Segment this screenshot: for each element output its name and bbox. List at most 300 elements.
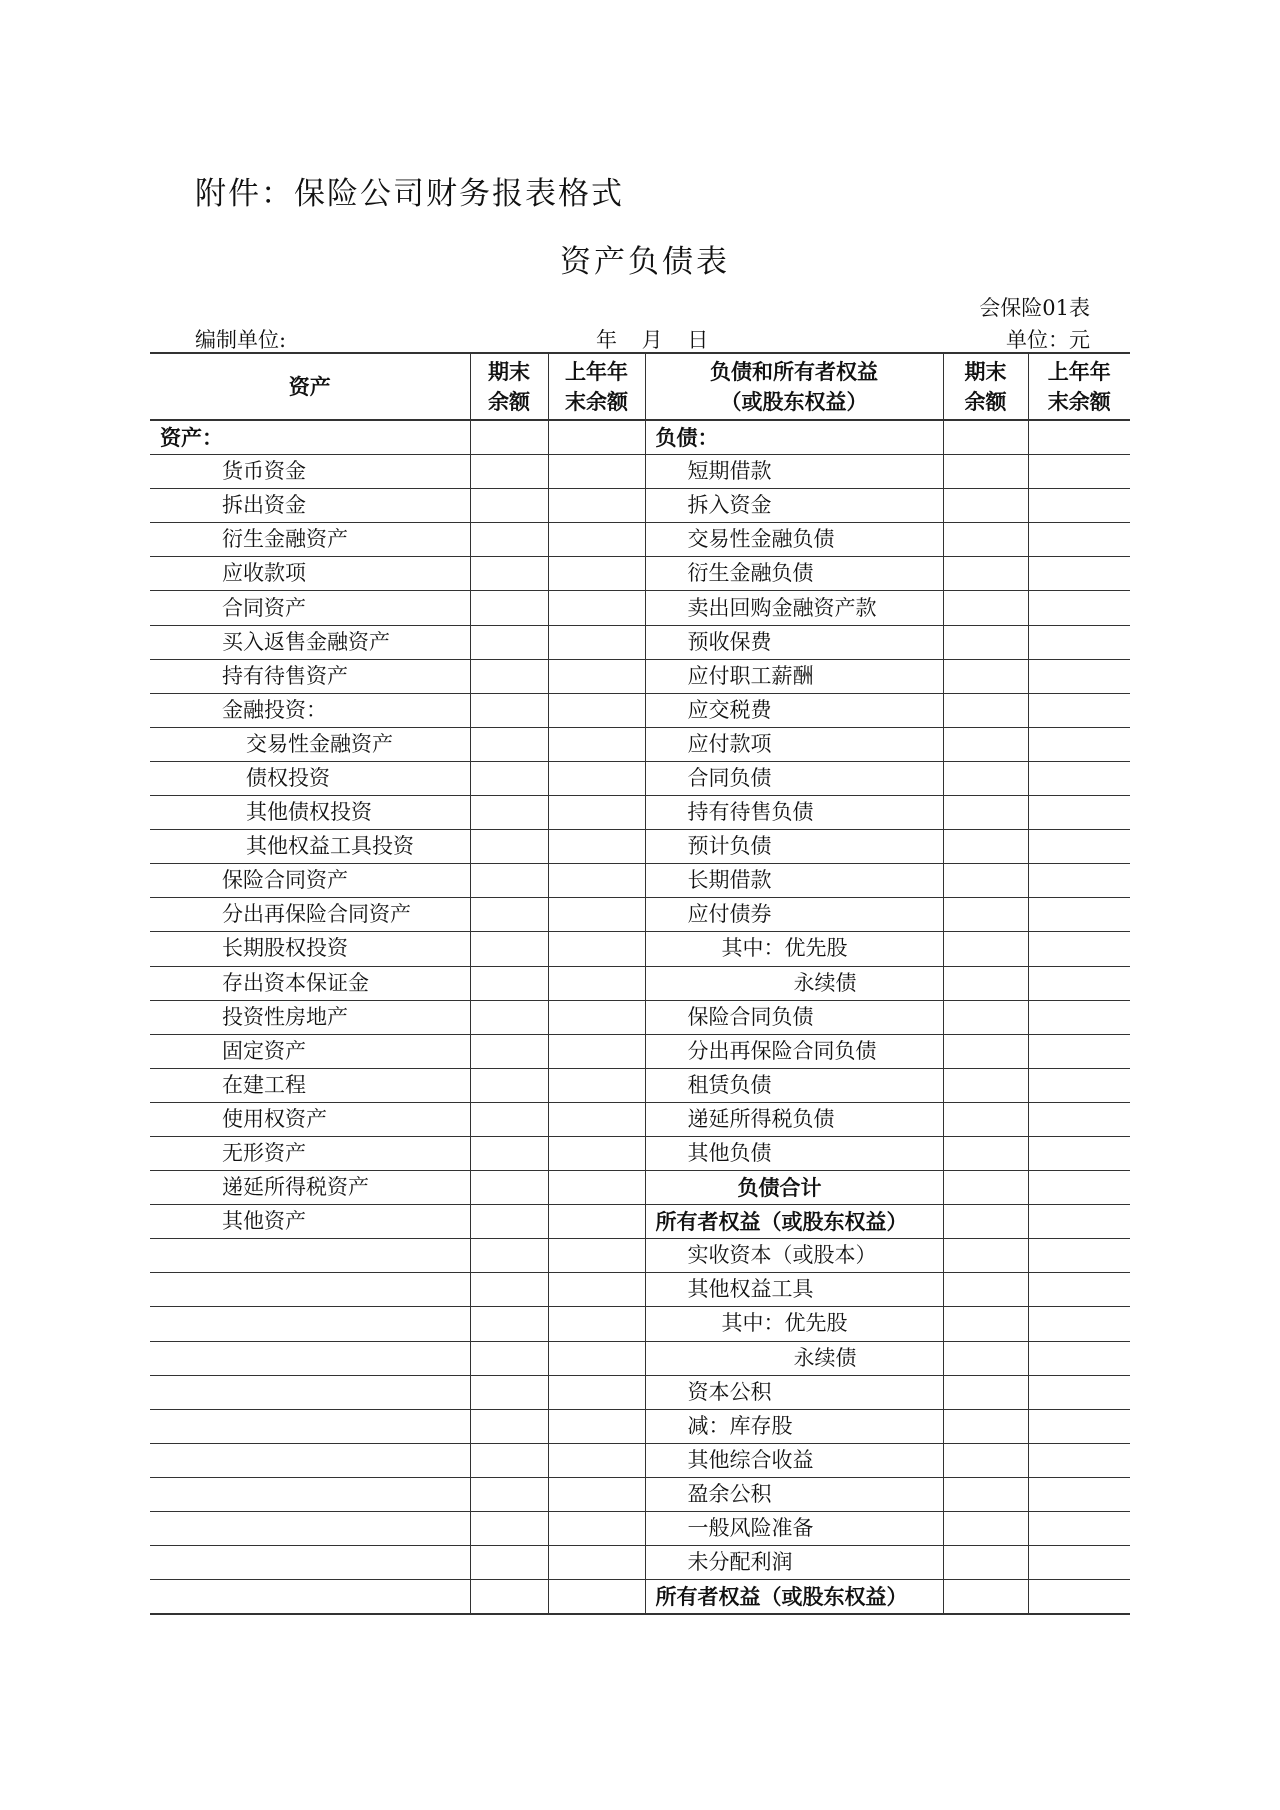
liability-item-label: 递延所得税负债 (687, 1106, 835, 1131)
liability-prior-year-cell (1029, 1107, 1035, 1131)
asset-closing-balance-cell (471, 1175, 477, 1199)
liability-item-label: 永续债 (793, 970, 857, 995)
liability-closing-balance-cell[interactable] (943, 557, 1028, 591)
asset-closing-balance-cell (471, 1073, 477, 1097)
asset-prior-year-cell[interactable] (548, 1477, 645, 1511)
asset-item-label: 使用权资产 (222, 1106, 327, 1131)
asset-closing-balance-cell (471, 1243, 477, 1267)
asset-prior-year-cell (549, 1516, 555, 1540)
asset-prior-year-cell[interactable] (548, 489, 645, 523)
liability-prior-year-cell[interactable] (1028, 523, 1130, 557)
asset-closing-balance-cell[interactable] (470, 966, 548, 1000)
liability-closing-balance-cell[interactable] (943, 1171, 1028, 1205)
asset-item-label: 交易性金融资产 (246, 731, 393, 756)
asset-prior-year-cell (549, 732, 555, 756)
liability-item-label: 卖出回购金融资产款 (687, 595, 877, 620)
liability-prior-year-cell (1029, 1311, 1035, 1335)
asset-prior-year-cell[interactable] (548, 761, 645, 795)
asset-prior-year-cell[interactable] (548, 1102, 645, 1136)
asset-prior-year-cell[interactable] (548, 420, 645, 455)
table-row (150, 1102, 1130, 1136)
asset-item-cell (150, 1273, 470, 1307)
liability-item-cell (645, 796, 943, 830)
table-row (150, 1375, 1130, 1409)
preparer-label: 编制单位: (195, 328, 287, 352)
form-code: 会保险01表 (979, 296, 1090, 320)
liability-prior-year-cell (1029, 1039, 1035, 1063)
liability-prior-year-cell[interactable] (1028, 1068, 1130, 1102)
liability-prior-year-cell (1029, 459, 1035, 483)
table-row (150, 1443, 1130, 1477)
asset-closing-balance-cell[interactable] (470, 1000, 548, 1034)
header-prior-year (548, 353, 645, 420)
liability-prior-year-cell[interactable] (1028, 1409, 1130, 1443)
liability-prior-year-cell[interactable] (1028, 693, 1130, 727)
table-row (150, 1477, 1130, 1511)
liability-closing-balance-cell[interactable] (943, 1068, 1028, 1102)
asset-prior-year-cell[interactable] (548, 1409, 645, 1443)
liability-closing-balance-cell[interactable] (943, 1477, 1028, 1511)
liability-closing-balance-cell[interactable] (943, 966, 1028, 1000)
asset-closing-balance-cell (471, 868, 477, 892)
liability-prior-year-cell[interactable] (1028, 659, 1130, 693)
asset-closing-balance-cell[interactable] (470, 761, 548, 795)
liability-closing-balance-cell[interactable] (943, 1443, 1028, 1477)
liability-item-label: 保险合同负债 (687, 1004, 814, 1029)
asset-closing-balance-cell (471, 527, 477, 551)
asset-prior-year-cell[interactable] (548, 1273, 645, 1307)
liability-closing-balance-cell[interactable] (943, 1102, 1028, 1136)
asset-prior-year-cell[interactable] (548, 966, 645, 1000)
asset-prior-year-cell[interactable] (548, 557, 645, 591)
asset-closing-balance-cell[interactable] (470, 898, 548, 932)
liability-closing-balance-cell[interactable] (943, 761, 1028, 795)
asset-closing-balance-cell[interactable] (470, 1307, 548, 1341)
liability-item-label: 应付债券 (687, 902, 772, 927)
liability-item-cell (645, 1000, 943, 1034)
asset-item-cell (150, 966, 470, 1000)
liability-closing-balance-cell[interactable] (943, 591, 1028, 625)
liability-item-cell (645, 1580, 943, 1615)
asset-closing-balance-cell[interactable] (470, 1171, 548, 1205)
asset-closing-balance-cell[interactable] (470, 796, 548, 830)
table-row (150, 420, 1130, 455)
liability-prior-year-cell[interactable] (1028, 1239, 1130, 1273)
liability-prior-year-cell[interactable] (1028, 1341, 1130, 1375)
asset-closing-balance-cell[interactable] (470, 420, 548, 455)
liability-item-label: 应交税费 (687, 697, 772, 722)
asset-prior-year-cell (549, 1414, 555, 1438)
asset-item-cell (150, 625, 470, 659)
table-row (150, 1409, 1130, 1443)
asset-item-cell (150, 693, 470, 727)
asset-closing-balance-cell[interactable] (470, 1102, 548, 1136)
asset-prior-year-cell[interactable] (548, 727, 645, 761)
liability-prior-year-cell (1029, 1073, 1035, 1097)
liability-closing-balance-cell[interactable] (943, 1546, 1028, 1580)
liability-closing-balance-cell[interactable] (943, 796, 1028, 830)
liability-item-cell (645, 966, 943, 1000)
asset-closing-balance-cell[interactable] (470, 693, 548, 727)
asset-prior-year-cell[interactable] (548, 693, 645, 727)
asset-item-cell (150, 1409, 470, 1443)
header-liabilities-line1: 负债和所有者权益 (710, 358, 878, 384)
asset-closing-balance-cell (471, 1584, 477, 1608)
liability-prior-year-cell[interactable] (1028, 420, 1130, 455)
liability-item-label: 所有者权益（或股东权益） (655, 1209, 908, 1235)
liability-closing-balance-cell[interactable] (943, 1034, 1028, 1068)
liability-item-cell (645, 1273, 943, 1307)
asset-closing-balance-cell[interactable] (470, 489, 548, 523)
asset-prior-year-cell[interactable] (548, 932, 645, 966)
table-row (150, 1580, 1130, 1615)
asset-item-cell (150, 1307, 470, 1341)
liability-item-cell (645, 761, 943, 795)
table-row (150, 1273, 1130, 1307)
asset-closing-balance-cell[interactable] (470, 1477, 548, 1511)
asset-closing-balance-cell (471, 459, 477, 483)
liability-closing-balance-cell[interactable] (943, 1307, 1028, 1341)
liability-item-label: 长期借款 (687, 868, 772, 893)
liability-item-label: 减：库存股 (687, 1413, 793, 1438)
asset-item-cell (150, 727, 470, 761)
asset-closing-balance-cell[interactable] (470, 1443, 548, 1477)
asset-closing-balance-cell[interactable] (470, 1034, 548, 1068)
asset-item-cell (150, 898, 470, 932)
liability-prior-year-cell[interactable] (1028, 1375, 1130, 1409)
liability-item-cell (645, 1034, 943, 1068)
table-row (150, 1034, 1130, 1068)
liability-closing-balance-cell (944, 1039, 950, 1063)
liability-item-label: 租赁负债 (687, 1072, 772, 1097)
asset-prior-year-cell[interactable] (548, 1171, 645, 1205)
asset-closing-balance-cell[interactable] (470, 557, 548, 591)
asset-closing-balance-cell[interactable] (470, 1341, 548, 1375)
liability-prior-year-cell[interactable] (1028, 761, 1130, 795)
liability-closing-balance-cell[interactable] (943, 489, 1028, 523)
table-row (150, 591, 1130, 625)
liability-closing-balance-cell[interactable] (943, 1341, 1028, 1375)
liability-item-cell (645, 1239, 943, 1273)
liability-closing-balance-cell[interactable] (943, 864, 1028, 898)
asset-prior-year-cell[interactable] (548, 455, 645, 489)
liability-item-cell (645, 1136, 943, 1170)
asset-closing-balance-cell (471, 664, 477, 688)
asset-prior-year-cell[interactable] (548, 1512, 645, 1546)
table-row (150, 898, 1130, 932)
asset-prior-year-cell[interactable] (548, 1239, 645, 1273)
liability-prior-year-cell[interactable] (1028, 727, 1130, 761)
asset-closing-balance-cell (471, 425, 477, 449)
asset-item-cell (150, 1512, 470, 1546)
liability-item-label: 合同负债 (687, 765, 772, 790)
liability-closing-balance-cell[interactable] (943, 455, 1028, 489)
asset-closing-balance-cell[interactable] (470, 659, 548, 693)
table-row (150, 1546, 1130, 1580)
asset-closing-balance-cell[interactable] (470, 455, 548, 489)
asset-prior-year-cell (549, 1584, 555, 1608)
liability-prior-year-cell[interactable] (1028, 489, 1130, 523)
liability-prior-year-cell[interactable] (1028, 1546, 1130, 1580)
asset-closing-balance-cell (471, 596, 477, 620)
asset-prior-year-cell[interactable] (548, 1375, 645, 1409)
liability-closing-balance-cell[interactable] (943, 1205, 1028, 1239)
liability-closing-balance-cell (944, 1141, 950, 1165)
liability-prior-year-cell (1029, 493, 1035, 517)
liability-closing-balance-cell (944, 1243, 950, 1267)
liability-item-cell (645, 1205, 943, 1239)
liability-item-label: 实收资本（或股本） (687, 1243, 877, 1268)
liability-closing-balance-cell[interactable] (943, 1375, 1028, 1409)
asset-closing-balance-cell[interactable] (470, 625, 548, 659)
asset-item-cell (150, 1205, 470, 1239)
table-row (150, 830, 1130, 864)
asset-item-cell (150, 557, 470, 591)
asset-item-cell (150, 1000, 470, 1034)
asset-prior-year-cell[interactable] (548, 864, 645, 898)
liability-prior-year-cell[interactable] (1028, 1034, 1130, 1068)
liability-closing-balance-cell[interactable] (943, 1409, 1028, 1443)
asset-prior-year-cell (549, 459, 555, 483)
asset-closing-balance-cell (471, 1346, 477, 1370)
liability-item-label: 预收保费 (687, 629, 772, 654)
liability-item-cell (645, 1375, 943, 1409)
asset-prior-year-cell (549, 596, 555, 620)
liability-prior-year-cell[interactable] (1028, 830, 1130, 864)
liability-prior-year-cell[interactable] (1028, 625, 1130, 659)
asset-prior-year-cell (549, 1380, 555, 1404)
asset-prior-year-cell (549, 527, 555, 551)
asset-item-cell (150, 932, 470, 966)
asset-closing-balance-cell (471, 732, 477, 756)
liability-closing-balance-cell[interactable] (943, 830, 1028, 864)
table-row (150, 1239, 1130, 1273)
liability-closing-balance-cell (944, 1107, 950, 1131)
table-row (150, 1307, 1130, 1341)
liability-item-cell (645, 1546, 943, 1580)
liability-prior-year-cell[interactable] (1028, 1580, 1130, 1615)
header-closing-balance (470, 353, 548, 420)
header-prior-year-right (1028, 353, 1130, 420)
asset-closing-balance-cell[interactable] (470, 830, 548, 864)
liability-item-label: 未分配利润 (687, 1550, 793, 1575)
liability-closing-balance-cell (944, 1073, 950, 1097)
liability-item-cell (645, 898, 943, 932)
liability-closing-balance-cell[interactable] (943, 523, 1028, 557)
liability-closing-balance-cell[interactable] (943, 1000, 1028, 1034)
asset-prior-year-cell[interactable] (548, 1443, 645, 1477)
liability-closing-balance-cell (944, 596, 950, 620)
table-row (150, 557, 1130, 591)
asset-prior-year-cell (549, 1448, 555, 1472)
asset-item-label: 存出资本保证金 (222, 970, 369, 995)
asset-closing-balance-cell (471, 766, 477, 790)
asset-prior-year-cell[interactable] (548, 1546, 645, 1580)
asset-closing-balance-cell (471, 561, 477, 585)
table-row (150, 966, 1130, 1000)
asset-closing-balance-cell[interactable] (470, 1580, 548, 1615)
liability-prior-year-cell[interactable] (1028, 1000, 1130, 1034)
liability-prior-year-cell (1029, 664, 1035, 688)
liability-closing-balance-cell[interactable] (943, 932, 1028, 966)
asset-prior-year-cell[interactable] (548, 898, 645, 932)
asset-item-cell (150, 1443, 470, 1477)
asset-item-label: 持有待售资产 (222, 663, 348, 688)
liability-prior-year-cell[interactable] (1028, 1136, 1130, 1170)
asset-closing-balance-cell[interactable] (470, 1512, 548, 1546)
asset-item-cell (150, 1068, 470, 1102)
liability-item-label: 资本公积 (687, 1379, 772, 1404)
asset-closing-balance-cell[interactable] (470, 523, 548, 557)
table-row (150, 625, 1130, 659)
asset-closing-balance-cell[interactable] (470, 1273, 548, 1307)
asset-closing-balance-cell[interactable] (470, 1546, 548, 1580)
liability-closing-balance-cell[interactable] (943, 1136, 1028, 1170)
asset-prior-year-cell[interactable] (548, 1136, 645, 1170)
asset-item-cell (150, 1546, 470, 1580)
liability-prior-year-cell[interactable] (1028, 1171, 1130, 1205)
date-label: 年 月 日 (596, 328, 709, 352)
asset-closing-balance-cell[interactable] (470, 1068, 548, 1102)
liability-closing-balance-cell[interactable] (943, 693, 1028, 727)
asset-item-label: 衍生金融资产 (222, 527, 348, 552)
asset-item-label: 债权投资 (246, 765, 330, 790)
asset-prior-year-cell[interactable] (548, 625, 645, 659)
asset-item-label: 分出再保险合同资产 (222, 902, 411, 927)
liability-prior-year-cell[interactable] (1028, 1273, 1130, 1307)
asset-prior-year-cell (549, 1005, 555, 1029)
asset-prior-year-cell[interactable] (548, 659, 645, 693)
liability-prior-year-cell[interactable] (1028, 1307, 1130, 1341)
asset-prior-year-cell[interactable] (548, 1068, 645, 1102)
asset-item-label: 金融投资： (222, 697, 327, 722)
table-row (150, 693, 1130, 727)
liability-closing-balance-cell (944, 1516, 950, 1540)
liability-item-label: 拆入资金 (687, 493, 772, 518)
liability-closing-balance-cell[interactable] (943, 420, 1028, 455)
liability-prior-year-cell[interactable] (1028, 591, 1130, 625)
asset-prior-year-cell[interactable] (548, 1034, 645, 1068)
liability-prior-year-cell[interactable] (1028, 966, 1130, 1000)
liability-closing-balance-cell (944, 698, 950, 722)
liability-closing-balance-cell[interactable] (943, 659, 1028, 693)
liability-prior-year-cell[interactable] (1028, 455, 1130, 489)
asset-prior-year-cell[interactable] (548, 1341, 645, 1375)
liability-item-cell (645, 1443, 943, 1477)
liability-prior-year-cell (1029, 1005, 1035, 1029)
asset-closing-balance-cell[interactable] (470, 932, 548, 966)
liability-closing-balance-cell[interactable] (943, 625, 1028, 659)
asset-closing-balance-cell[interactable] (470, 1409, 548, 1443)
liability-prior-year-cell (1029, 971, 1035, 995)
liability-prior-year-cell (1029, 561, 1035, 585)
asset-item-label: 长期股权投资 (222, 936, 348, 961)
liability-prior-year-cell[interactable] (1028, 864, 1130, 898)
asset-prior-year-cell[interactable] (548, 1307, 645, 1341)
liability-prior-year-cell[interactable] (1028, 1205, 1130, 1239)
asset-item-cell (150, 1102, 470, 1136)
liability-closing-balance-cell[interactable] (943, 727, 1028, 761)
asset-closing-balance-cell[interactable] (470, 1136, 548, 1170)
liability-item-cell (645, 1477, 943, 1511)
asset-closing-balance-cell[interactable] (470, 1205, 548, 1239)
asset-prior-year-cell[interactable] (548, 1580, 645, 1615)
liability-prior-year-cell[interactable] (1028, 898, 1130, 932)
liability-prior-year-cell[interactable] (1028, 557, 1130, 591)
liability-prior-year-cell[interactable] (1028, 1102, 1130, 1136)
asset-closing-balance-cell[interactable] (470, 864, 548, 898)
liability-item-cell (645, 523, 943, 557)
asset-prior-year-cell[interactable] (548, 523, 645, 557)
liability-closing-balance-cell[interactable] (943, 1580, 1028, 1615)
liability-prior-year-cell (1029, 766, 1035, 790)
liability-prior-year-cell[interactable] (1028, 1512, 1130, 1546)
document-heading: 附件：保险公司财务报表格式 (195, 176, 624, 212)
asset-closing-balance-cell[interactable] (470, 727, 548, 761)
asset-closing-balance-cell[interactable] (470, 591, 548, 625)
liability-closing-balance-cell[interactable] (943, 1512, 1028, 1546)
table-row (150, 489, 1130, 523)
liability-item-label: 短期借款 (687, 459, 772, 484)
liability-item-label: 其中：优先股 (721, 936, 848, 961)
asset-item-label: 在建工程 (222, 1072, 306, 1097)
liability-item-cell (645, 932, 943, 966)
header-assets-label: 资产 (288, 373, 331, 399)
liability-closing-balance-cell (944, 425, 950, 449)
asset-item-label: 拆出资金 (222, 493, 306, 518)
liability-prior-year-cell[interactable] (1028, 932, 1130, 966)
asset-prior-year-cell (549, 1346, 555, 1370)
liability-closing-balance-cell[interactable] (943, 898, 1028, 932)
asset-prior-year-cell[interactable] (548, 796, 645, 830)
liability-prior-year-cell[interactable] (1028, 1477, 1130, 1511)
asset-prior-year-cell (549, 868, 555, 892)
asset-closing-balance-cell (471, 1209, 477, 1233)
asset-prior-year-cell[interactable] (548, 1000, 645, 1034)
liability-item-label: 应付款项 (687, 731, 772, 756)
asset-item-cell (150, 796, 470, 830)
asset-item-label: 货币资金 (222, 459, 306, 484)
liability-prior-year-cell (1029, 425, 1035, 449)
liability-closing-balance-cell (944, 1550, 950, 1574)
asset-prior-year-cell[interactable] (548, 591, 645, 625)
header-closing-balance-right-line1: 期末 (964, 358, 1007, 384)
asset-closing-balance-cell[interactable] (470, 1239, 548, 1273)
liability-closing-balance-cell (944, 800, 950, 824)
liability-closing-balance-cell[interactable] (943, 1239, 1028, 1273)
liability-prior-year-cell (1029, 1482, 1035, 1506)
asset-closing-balance-cell (471, 902, 477, 926)
asset-prior-year-cell[interactable] (548, 830, 645, 864)
liability-prior-year-cell[interactable] (1028, 796, 1130, 830)
table-title: 资产负债表 (560, 244, 730, 280)
liability-item-cell (645, 420, 943, 455)
liability-closing-balance-cell (944, 868, 950, 892)
asset-closing-balance-cell[interactable] (470, 1375, 548, 1409)
liability-closing-balance-cell[interactable] (943, 1273, 1028, 1307)
header-closing-balance-right (943, 353, 1028, 420)
table-row (150, 523, 1130, 557)
liability-closing-balance-cell (944, 459, 950, 483)
liability-prior-year-cell[interactable] (1028, 1443, 1130, 1477)
liability-closing-balance-cell (944, 630, 950, 654)
table-row (150, 1068, 1130, 1102)
liability-item-cell (645, 1512, 943, 1546)
header-liabilities-line2: （或股东权益） (720, 388, 868, 414)
asset-item-label: 其他债权投资 (246, 800, 372, 825)
asset-prior-year-cell[interactable] (548, 1205, 645, 1239)
liability-item-label: 应付职工薪酬 (687, 663, 814, 688)
